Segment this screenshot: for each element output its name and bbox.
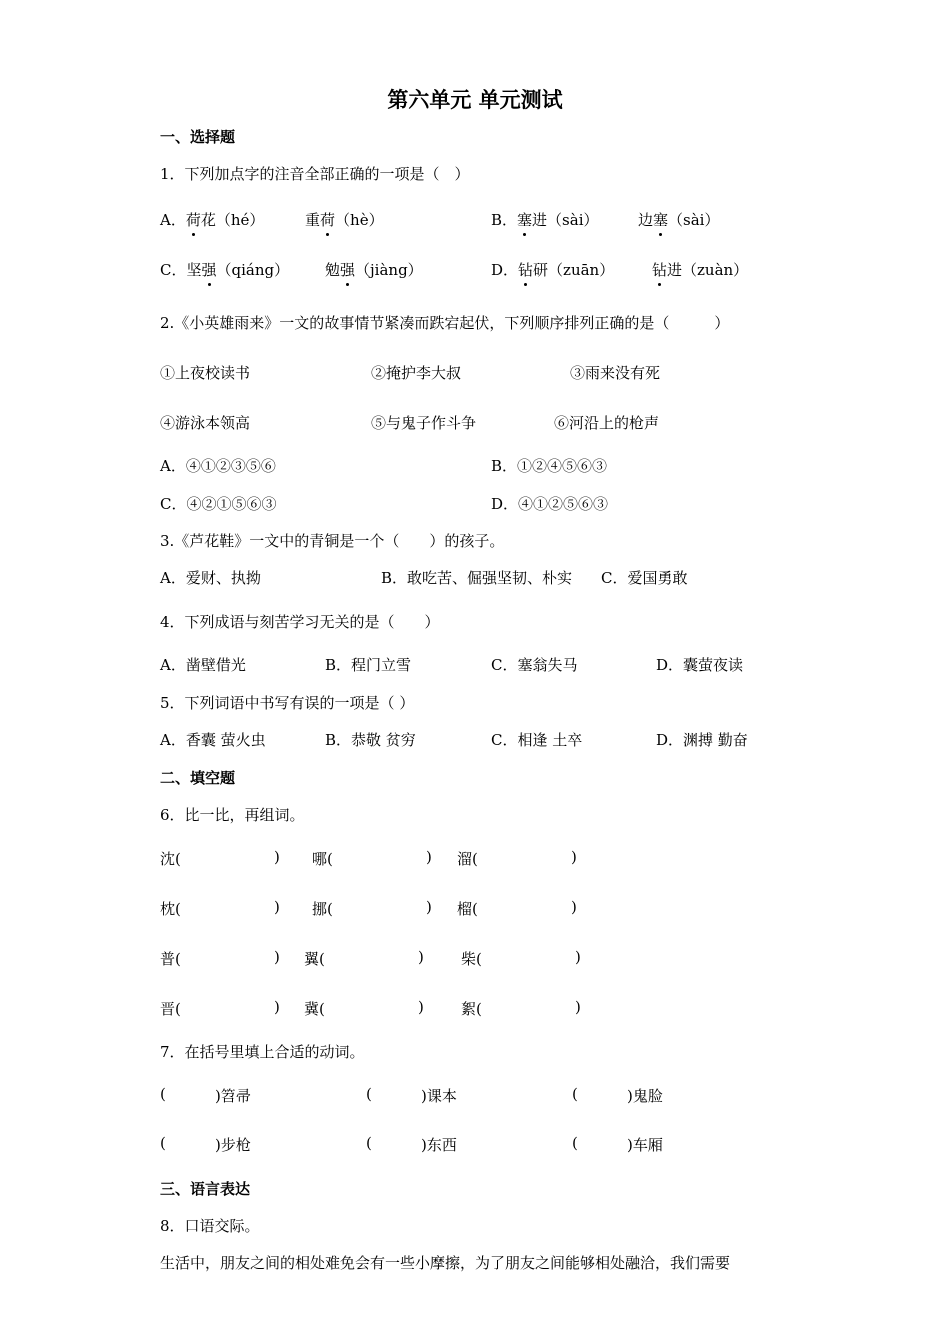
q3-option-a: A．爱财、执拗 — [160, 569, 261, 587]
option-label: A． — [160, 211, 186, 229]
q1-option-d-word2: 钻进（zuàn） — [652, 261, 749, 279]
q2-option-c: C．④②①⑤⑥③ — [160, 495, 277, 513]
q7-blank-open: ( — [366, 1085, 372, 1103]
page-title: 第六单元 单元测试 — [387, 88, 563, 112]
q1-option-a-word2: 重荷（hè） — [305, 211, 384, 229]
dotted-char: 钻 — [518, 261, 534, 279]
q6-blank-open: 挪( — [312, 900, 333, 918]
question-6-stem: 6．比一比，再组词。 — [160, 806, 305, 824]
q2-option-d: D．④①②⑤⑥③ — [491, 495, 609, 513]
q6-blank-close: ) — [274, 898, 280, 916]
q6-blank-close: ) — [274, 998, 280, 1016]
q6-blank-close: ) — [418, 998, 424, 1016]
question-2-stem: 2.《小英雄雨来》一文的故事情节紧凑而跌宕起伏，下列顺序排列正确的是（ ） — [160, 314, 730, 332]
q2-option-b: B．①②④⑤⑥③ — [491, 457, 608, 475]
section-heading-choice: 一、选择题 — [160, 128, 236, 146]
q6-blank-close: ) — [418, 948, 424, 966]
q6-blank-close: ) — [571, 848, 577, 866]
section-heading-expression: 三、语言表达 — [160, 1180, 251, 1198]
question-4-stem: 4．下列成语与刻苦学习无关的是（ ） — [160, 613, 440, 631]
q4-option-a: A．凿壁借光 — [160, 656, 246, 674]
q5-option-a: A．香囊 萤火虫 — [160, 731, 266, 749]
dotted-char: 荷 — [185, 211, 201, 229]
q2-item-3: ③雨来没有死 — [570, 364, 661, 382]
dotted-char: 荷 — [320, 211, 336, 229]
q6-blank-open: 翼( — [304, 950, 325, 968]
q6-blank-open: 普( — [160, 950, 181, 968]
q7-blank-word: )笤帚 — [215, 1087, 251, 1105]
q3-option-c: C．爱国勇敢 — [601, 569, 688, 587]
q6-blank-close: ) — [274, 948, 280, 966]
question-7-stem: 7．在括号里填上合适的动词。 — [160, 1043, 365, 1061]
q6-blank-open: 哪( — [312, 850, 333, 868]
q6-blank-open: 沈( — [160, 850, 181, 868]
dotted-char: 强 — [201, 261, 217, 279]
q6-blank-open: 晋( — [160, 1000, 181, 1018]
q1-option-c-word2: 勉强（jiàng） — [325, 261, 423, 279]
dotted-char: 塞 — [653, 211, 669, 229]
q7-blank-open: ( — [572, 1134, 578, 1152]
q6-blank-open: 溜( — [457, 850, 478, 868]
q2-item-6: ⑥河沿上的枪声 — [554, 414, 660, 432]
q7-blank-open: ( — [160, 1085, 166, 1103]
q5-option-b: B．恭敬 贫穷 — [325, 731, 416, 749]
q8-body-text: 生活中，朋友之间的相处难免会有一些小摩擦，为了朋友之间能够相处融洽，我们需要 — [160, 1254, 731, 1272]
q7-blank-open: ( — [160, 1134, 166, 1152]
q2-item-5: ⑤与鬼子作斗争 — [371, 414, 477, 432]
dotted-char: 塞 — [517, 211, 533, 229]
q7-blank-word: )步枪 — [215, 1136, 251, 1154]
q1-option-c: C．坚强（qiáng） — [160, 261, 290, 279]
question-3-stem: 3.《芦花鞋》一文中的青铜是一个（ ）的孩子。 — [160, 532, 505, 550]
q6-blank-close: ) — [274, 848, 280, 866]
q1-option-a: A．荷花（hé） — [160, 211, 265, 229]
q6-blank-close: ) — [571, 898, 577, 916]
question-1-stem: 1．下列加点字的注音全部正确的一项是（ ） — [160, 165, 470, 183]
q5-option-c: C．相逢 土卒 — [491, 731, 583, 749]
section-heading-fill: 二、填空题 — [160, 769, 236, 787]
q7-blank-word: )东西 — [421, 1136, 457, 1154]
q7-blank-open: ( — [366, 1134, 372, 1152]
q6-blank-close: ) — [575, 998, 581, 1016]
q6-blank-open: 枕( — [160, 900, 181, 918]
q2-item-2: ②掩护李大叔 — [371, 364, 462, 382]
q6-blank-open: 榴( — [457, 900, 478, 918]
q4-option-d: D．囊萤夜读 — [656, 656, 744, 674]
question-5-stem: 5．下列词语中书写有误的一项是（ ） — [160, 694, 415, 712]
q6-blank-open: 冀( — [304, 1000, 325, 1018]
q6-blank-open: 柴( — [461, 950, 482, 968]
q6-blank-close: ) — [426, 898, 432, 916]
q3-option-b: B．敢吃苦、倔强坚韧、朴实 — [381, 569, 573, 587]
q7-blank-word: )鬼脸 — [627, 1087, 663, 1105]
q7-blank-open: ( — [572, 1085, 578, 1103]
q1-option-d: D．钻研（zuān） — [491, 261, 615, 279]
q1-option-b: B．塞进（sài） — [491, 211, 599, 229]
q7-blank-word: )车厢 — [627, 1136, 663, 1154]
dotted-char: 强 — [340, 261, 356, 279]
question-8-stem: 8．口语交际。 — [160, 1217, 260, 1235]
q5-option-d: D．渊搏 勤奋 — [656, 731, 748, 749]
q6-blank-close: ) — [575, 948, 581, 966]
q6-blank-close: ) — [426, 848, 432, 866]
q6-blank-open: 絮( — [461, 1000, 482, 1018]
q7-blank-word: )课本 — [421, 1087, 457, 1105]
q4-option-c: C．塞翁失马 — [491, 656, 578, 674]
q2-option-a: A．④①②③⑤⑥ — [160, 457, 276, 475]
q2-item-1: ①上夜校读书 — [160, 364, 251, 382]
q2-item-4: ④游泳本领高 — [160, 414, 251, 432]
q4-option-b: B．程门立雪 — [325, 656, 412, 674]
dotted-char: 钻 — [652, 261, 668, 279]
q1-option-b-word2: 边塞（sài） — [638, 211, 720, 229]
